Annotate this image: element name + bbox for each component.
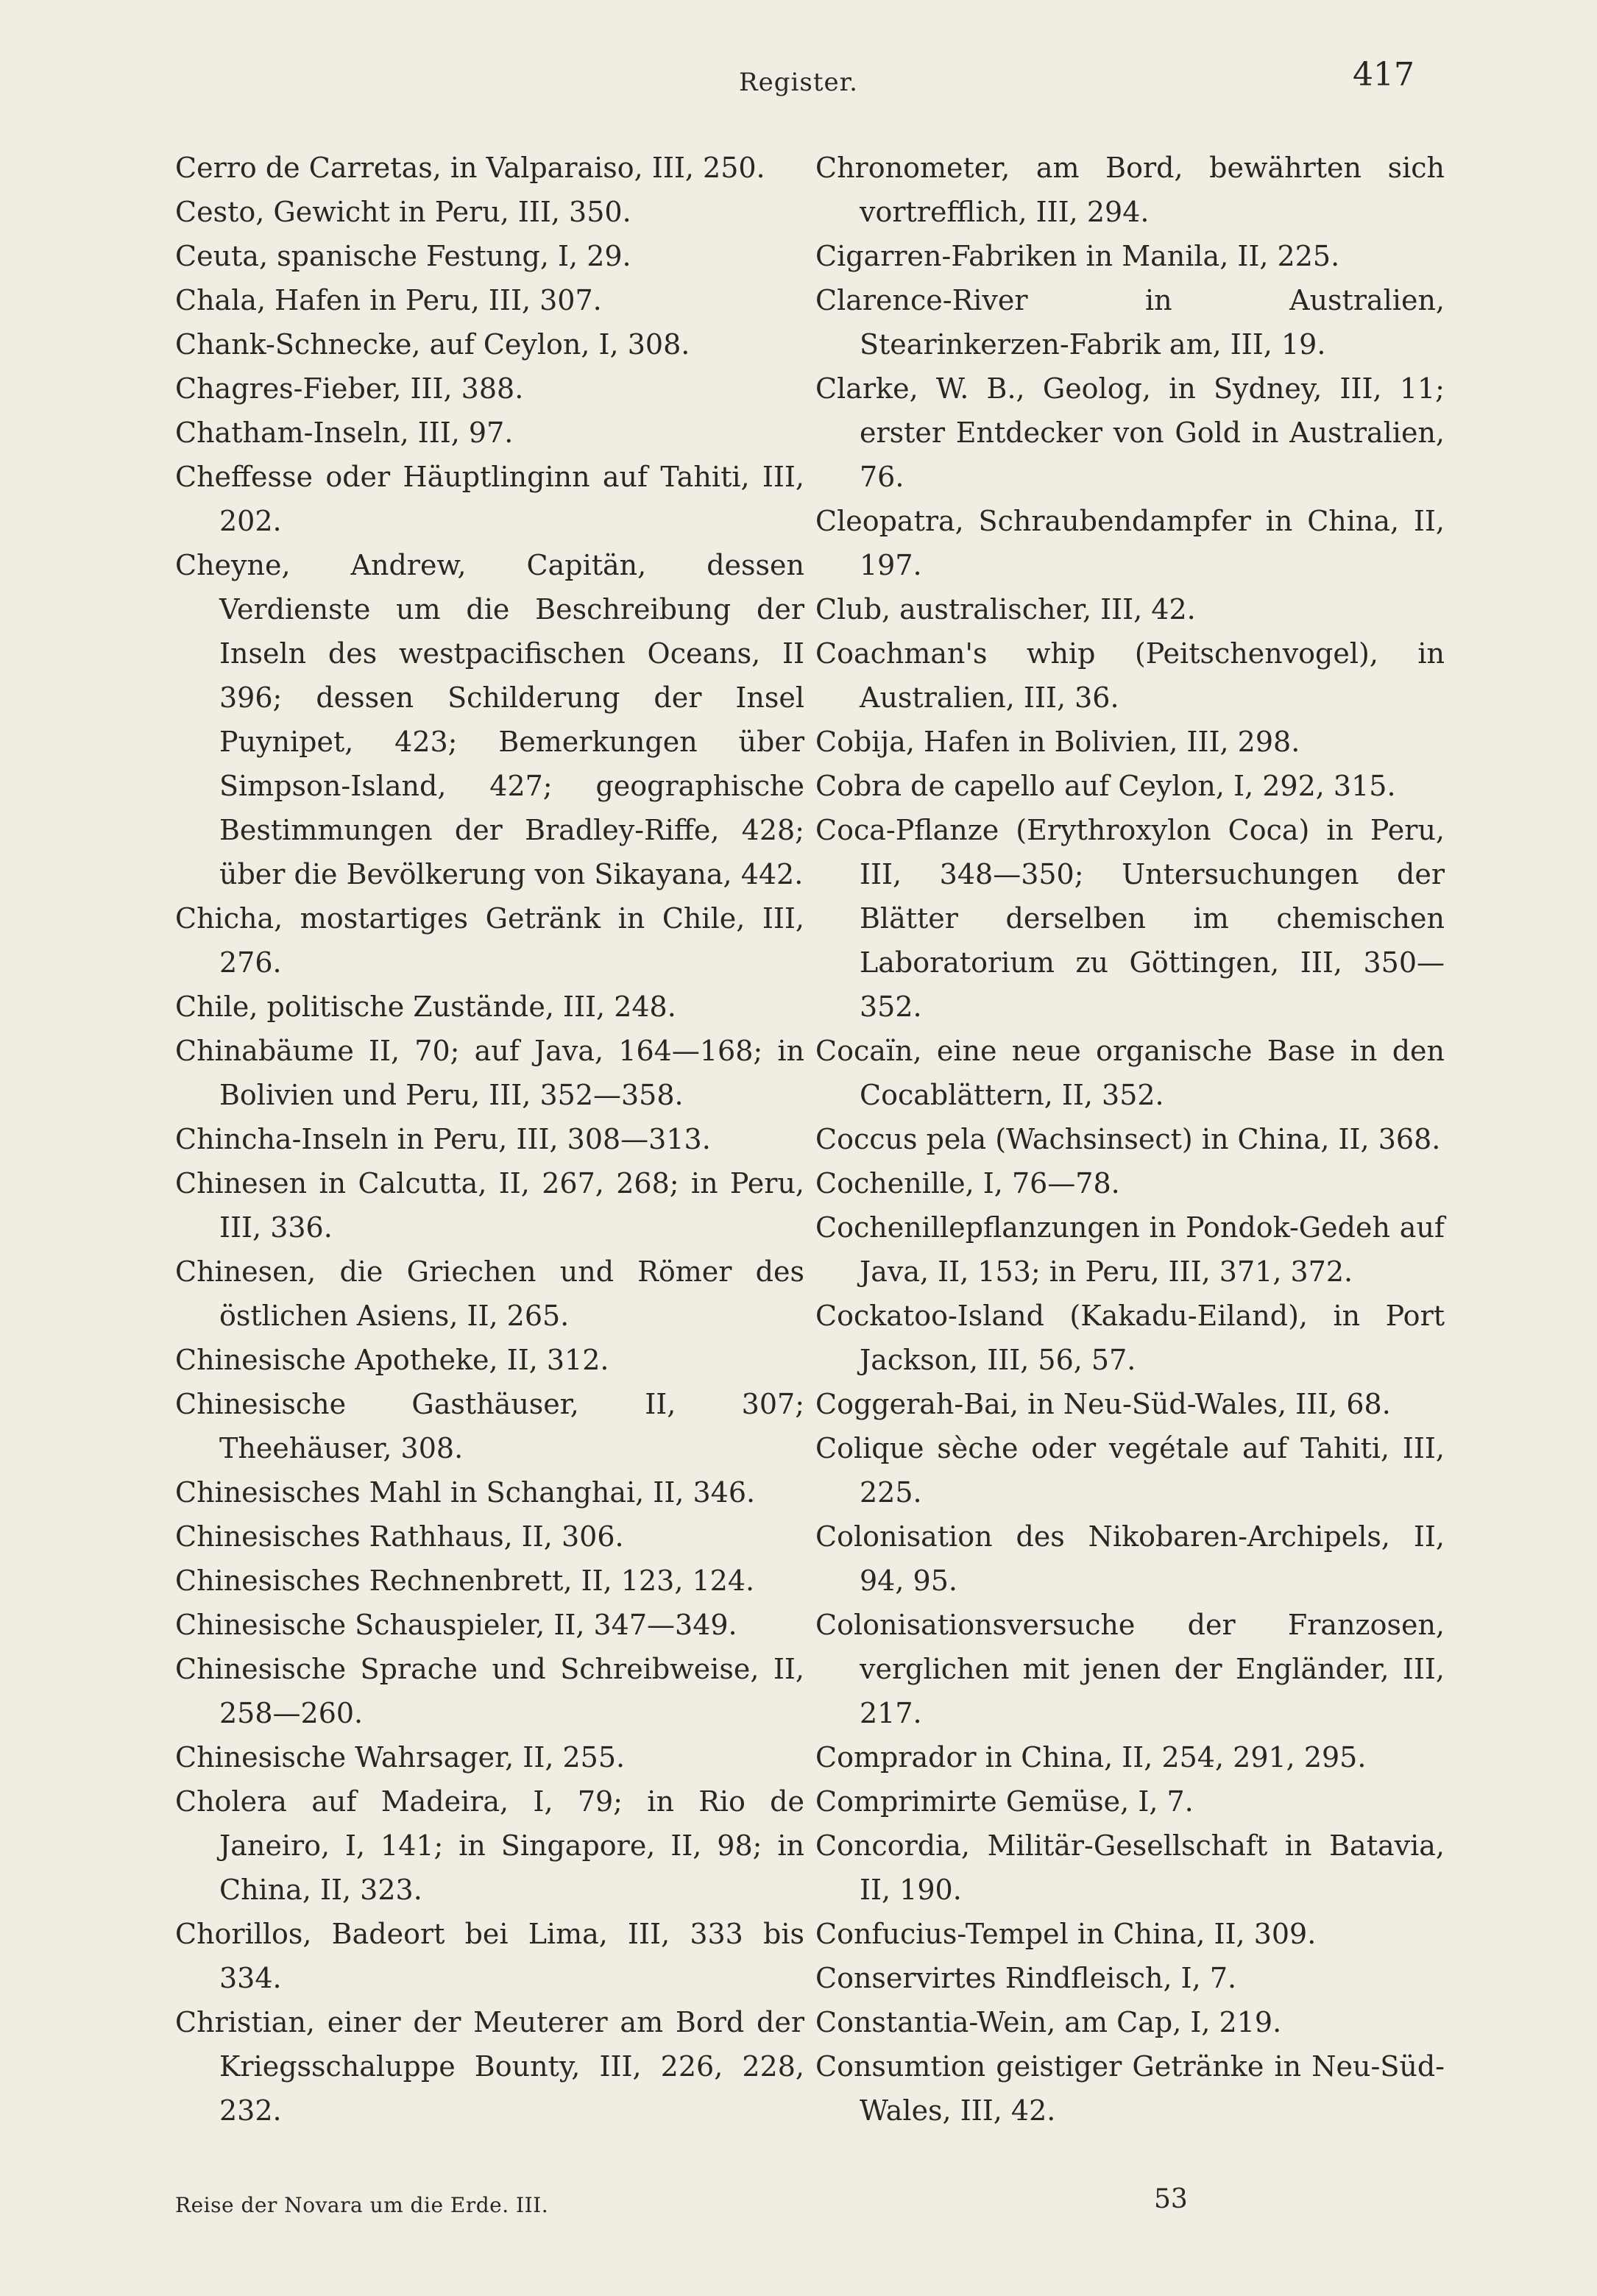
index-entry: Cheyne, Andrew, Capitän, dessen Verdienste um die Beschreibung der Inseln des westpacifischen Oceans, II 396; dessen Schilderung der Insel Puynipet, 423; Bemerkungen über Simpson-Island, 427; geographische Bestimmungen der Bradley-Riffe, 428; über die Bevölkerung von Sikayana, 442.: [175, 549, 804, 890]
index-entry: Chicha, mostartiges Getränk in Chile, III, 276.: [175, 902, 804, 979]
index-entry: Colique sèche oder vegétale auf Tahiti, III, 225.: [815, 1432, 1445, 1509]
index-entry: Ceuta, spanische Festung, I, 29.: [175, 240, 631, 272]
index-entry: Comprimirte Gemüse, I, 7.: [815, 1785, 1194, 1818]
index-entry: Chronometer, am Bord, bewährten sich vortrefflich, III, 294.: [815, 152, 1445, 228]
index-entry: Cerro de Carretas, in Valparaiso, III, 250.: [175, 152, 765, 184]
index-entry: Cocaïn, eine neue organische Base in den Cocablättern, II, 352.: [815, 1035, 1445, 1111]
index-entry: Comprador in China, II, 254, 291, 295.: [815, 1741, 1367, 1774]
footer-running-title: Reise der Novara um die Erde. III.: [175, 2193, 549, 2217]
index-entry: Concordia, Militär-Gesellschaft in Batavia, II, 190.: [815, 1829, 1445, 1906]
index-entry: Colonisationsversuche der Franzosen, verglichen mit jenen der Engländer, III, 217.: [815, 1609, 1445, 1729]
index-entry: Coccus pela (Wachsinsect) in China, II, 368.: [815, 1123, 1441, 1155]
index-entry: Clarence-River in Australien, Stearinkerzen-Fabrik am, III, 19.: [815, 284, 1445, 361]
index-entry: Christian, einer der Meuterer am Bord der Kriegsschaluppe Bounty, III, 226, 228, 232.: [175, 2006, 804, 2127]
index-entry: Chinesische Schauspieler, II, 347—349.: [175, 1609, 737, 1641]
index-entry: Cochenillepflanzungen in Pondok-Gedeh auf Java, II, 153; in Peru, III, 371, 372.: [815, 1211, 1445, 1288]
index-entry: Chincha-Inseln in Peru, III, 308—313.: [175, 1123, 711, 1155]
index-entry: Chinesische Wahrsager, II, 255.: [175, 1741, 626, 1774]
index-entry: Chank-Schnecke, auf Ceylon, I, 308.: [175, 328, 690, 361]
index-entry: Colonisation des Nikobaren-Archipels, II, 94, 95.: [815, 1520, 1445, 1597]
index-entry: Chinesische Gasthäuser, II, 307; Theehäuser, 308.: [175, 1388, 804, 1464]
index-entry: Chagres-Fieber, III, 388.: [175, 372, 524, 405]
index-entry: Chinesen, die Griechen und Römer des östlichen Asiens, II, 265.: [175, 1255, 804, 1332]
index-entry: Chinabäume II, 70; auf Java, 164—168; in Bolivien und Peru, III, 352—358.: [175, 1035, 804, 1111]
index-entry: Chinesische Apotheke, II, 312.: [175, 1344, 609, 1376]
index-entry: Chatham-Inseln, III, 97.: [175, 417, 514, 449]
index-entry: Cobra de capello auf Ceylon, I, 292, 315.: [815, 770, 1396, 802]
page-number: 417: [1353, 56, 1414, 93]
index-entry: Chorillos, Badeort bei Lima, III, 333 bis 334.: [175, 1918, 804, 1994]
index-entry: Chinesisches Rathhaus, II, 306.: [175, 1520, 624, 1553]
running-header: Register.: [739, 68, 858, 97]
index-entry: Chinesen in Calcutta, II, 267, 268; in Peru, III, 336.: [175, 1167, 804, 1244]
left-column: [175, 146, 804, 2133]
index-entry: Cockatoo-Island (Kakadu-Eiland), in Port Jackson, III, 56, 57.: [815, 1300, 1445, 1376]
index-entry: Chinesische Sprache und Schreibweise, II, 258—260.: [175, 1653, 804, 1729]
right-column: [815, 146, 1445, 2133]
index-entry: Constantia-Wein, am Cap, I, 219.: [815, 2006, 1282, 2038]
index-entry: Cobija, Hafen in Bolivien, III, 298.: [815, 726, 1300, 758]
index-entry: Coggerah-Bai, in Neu-Süd-Wales, III, 68.: [815, 1388, 1391, 1420]
index-entry: Clarke, W. B., Geolog, in Sydney, III, 11; erster Entdecker von Gold in Australien, 76.: [815, 372, 1445, 493]
index-entry: Cleopatra, Schraubendampfer in China, II, 197.: [815, 505, 1445, 581]
index-entry: Cigarren-Fabriken in Manila, II, 225.: [815, 240, 1340, 272]
index-entry: Cesto, Gewicht in Peru, III, 350.: [175, 196, 631, 228]
printer-signature: 53: [1154, 2184, 1188, 2214]
index-entry: Conservirtes Rindfleisch, I, 7.: [815, 1962, 1237, 1994]
index-entry: Chinesisches Rechnenbrett, II, 123, 124.: [175, 1565, 755, 1597]
index-entry: Club, australischer, III, 42.: [815, 593, 1196, 626]
index-entry: Chile, politische Zustände, III, 248.: [175, 991, 676, 1023]
index-entry: Cholera auf Madeira, I, 79; in Rio de Janeiro, I, 141; in Singapore, II, 98; in China, II, 323.: [175, 1785, 804, 1906]
index-entry: Cochenille, I, 76—78.: [815, 1167, 1120, 1200]
index-entry: Coachman's whip (Peitschenvogel), in Australien, III, 36.: [815, 637, 1445, 714]
index-entry: Cheffesse oder Häuptlinginn auf Tahiti, III, 202.: [175, 461, 804, 537]
index-entry: Consumtion geistiger Getränke in Neu-Süd-Wales, III, 42.: [815, 2050, 1445, 2127]
index-entry: Confucius-Tempel in China, II, 309.: [815, 1918, 1317, 1950]
index-entry: Coca-Pflanze (Erythroxylon Coca) in Peru, III, 348—350; Untersuchungen der Blätter derselben im chemischen Laboratorium zu Göttingen, III, 350—352.: [815, 814, 1445, 1023]
index-entry: Chinesisches Mahl in Schanghai, II, 346.: [175, 1476, 756, 1509]
index-entry: Chala, Hafen in Peru, III, 307.: [175, 284, 602, 316]
